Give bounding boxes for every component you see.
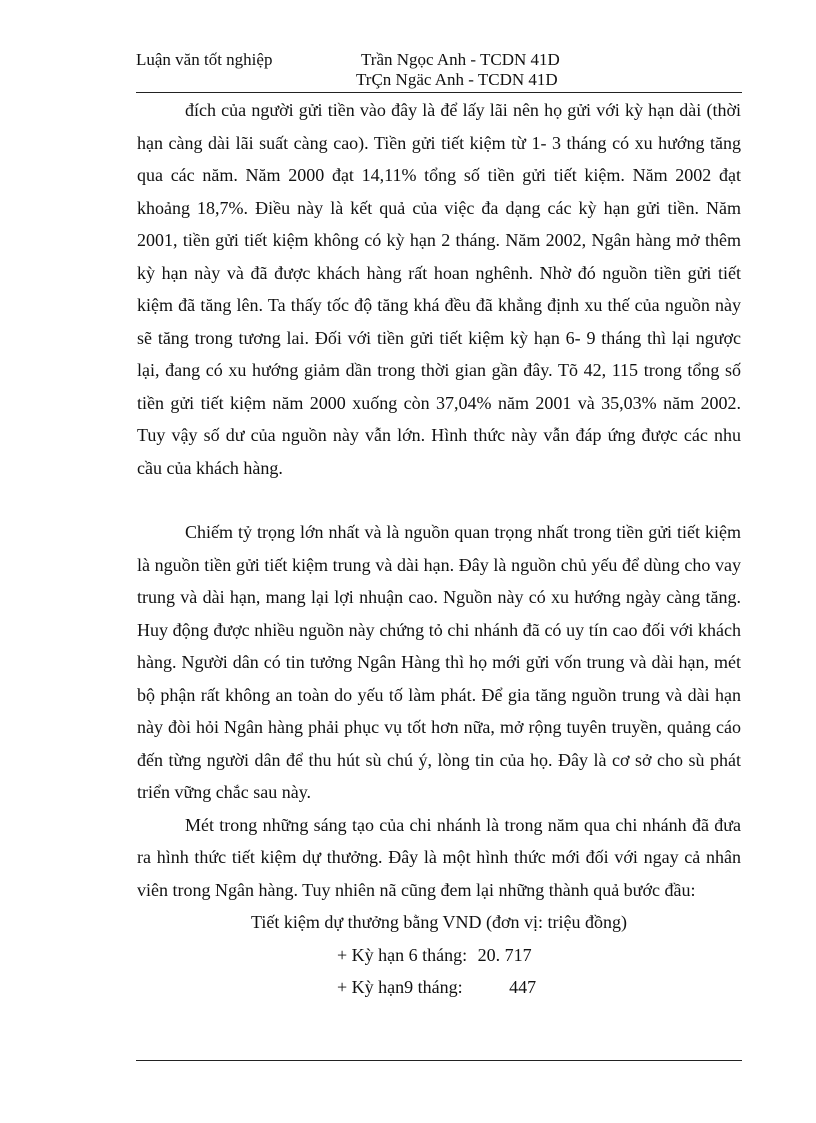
- savings-item-value: 447: [509, 977, 537, 997]
- savings-item-9-months: [137, 971, 741, 1004]
- savings-title: Tiết kiệm dự thưởng bằng VND (đơn vị: triệu đồng): [250, 912, 628, 932]
- paragraph-1: đích của người gửi tiền vào đây là để lấy lãi nên họ gửi với kỳ hạn dài (thời hạn càng dài lãi suất càng cao). Tiền gửi tiết kiệm từ 1- 3 tháng có xu hướng tăng qua các năm. Năm 2000 đạt 14,11% tổng số tiền gửi tiết kiệm. Năm 2002 đạt khoảng 18,7%. Điều này là kết quả của việc đa dạng các kỳ hạn gửi tiền. Năm 2001, tiền gửi tiết kiệm không có kỳ hạn 2 tháng. Năm 2002, Ngân hàng mở thêm kỳ hạn này và đã được khách hàng rất hoan nghênh. Nhờ đó nguồn tiền gửi tiết kiệm đã tăng lên. Ta thấy tốc độ tăng khá đều đã khẳng định xu thế của nguồn này sẽ tăng trong tương lai. Đối với tiền gửi tiết kiệm kỳ hạn 6- 9 tháng thì lại ngược lại, đang có xu hướng giảm dần trong thời gian gần đây. Tõ 42, 115 trong tổng số tiền gửi tiết kiệm năm 2000 xuống còn 37,04% năm 2001 và 35,03% năm 2002. Tuy vậy số dư của nguồn này vẫn lớn. Hình thức này vẫn đáp ứng được các nhu cầu của khách hàng.: [137, 100, 741, 478]
- header-author-line: Trần Ngọc Anh - TCDN 41D: [361, 50, 560, 69]
- savings-item-value: 20. 717: [477, 944, 532, 965]
- document-body: [137, 94, 741, 1004]
- footer-rule: [136, 1060, 742, 1061]
- paragraph-gap: [137, 484, 741, 516]
- header-rule: [136, 92, 742, 93]
- savings-item-label: + Kỳ hạn9 tháng:: [337, 977, 463, 997]
- header-thesis-label: Luận văn tốt nghiệp: [136, 50, 273, 69]
- header-author-line-garbled: TrÇn Ngäc Anh - TCDN 41D: [356, 70, 558, 89]
- paragraph-3: Mét trong những sáng tạo của chi nhánh là trong năm qua chi nhánh đã đưa ra hình thức tiết kiệm dự thưởng. Đây là một hình thức mới đối với ngay cả nhân viên trong Ngân hàng. Tuy nhiên nã cũng đem lại những thành quả bước đầu:: [137, 814, 741, 900]
- savings-item-6-months: [137, 939, 741, 972]
- savings-item-label: + Kỳ hạn 6 tháng:: [337, 944, 468, 965]
- paragraph-2: Chiếm tỷ trọng lớn nhất và là nguồn quan trọng nhất trong tiền gửi tiết kiệm là nguồn tiền gửi tiết kiệm trung và dài hạn. Đây là nguồn chủ yếu để dùng cho vay trung và dài hạn, mang lại lợi nhuận cao. Nguồn này có xu hướng ngày càng tăng. Huy động được nhiều nguồn này chứng tỏ chi nhánh đã có uy tín cao đối với khách hàng. Người dân có tin tưởng Ngân Hàng thì họ mới gửi vốn trung và dài hạn, mét bộ phận rất không an toàn do yếu tố làm phát. Để gia tăng nguồn trung và dài hạn này đòi hỏi Ngân hàng phải phục vụ tốt hơn nữa, mở rộng tuyên truyền, quảng cáo đến từng người dân để thu hút sù chú ý, lòng tin của họ. Đây là cơ sở cho sù phát triển vững chắc sau này.: [137, 522, 741, 802]
